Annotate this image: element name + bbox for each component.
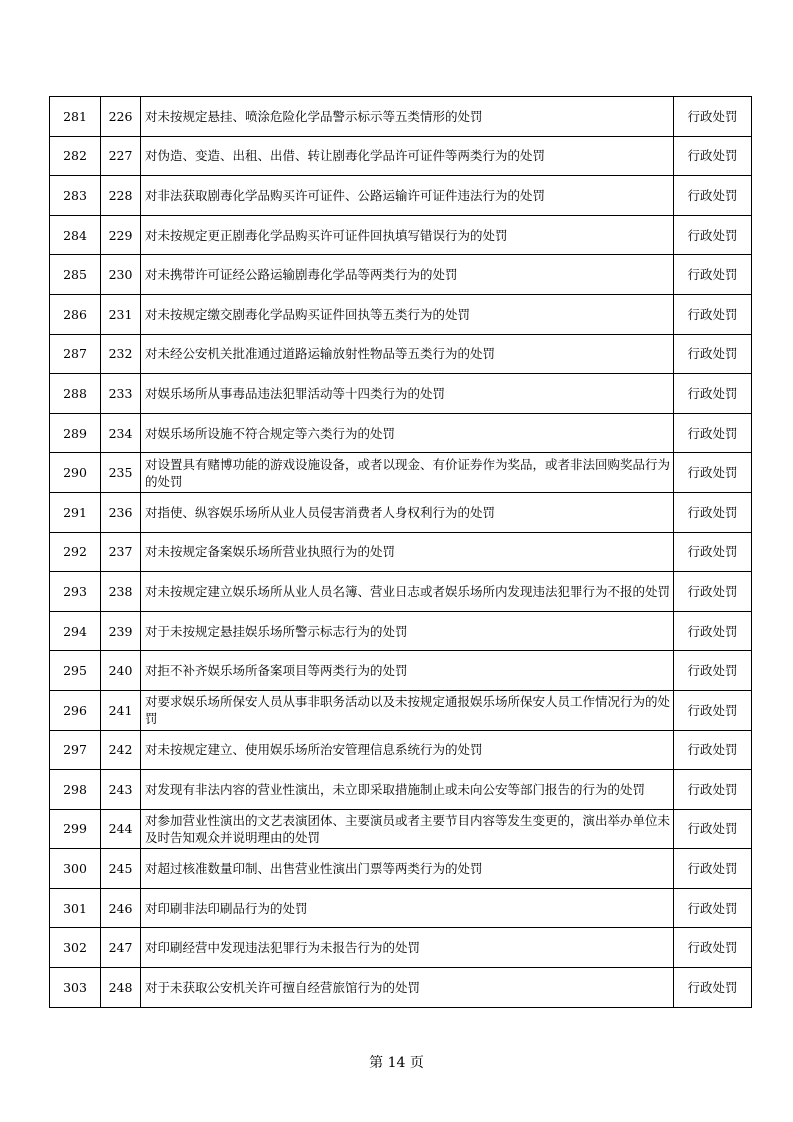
row-seq-number: 288 bbox=[50, 374, 101, 414]
row-item-type: 行政处罚 bbox=[674, 215, 752, 255]
table-row bbox=[50, 413, 752, 453]
row-item-type: 行政处罚 bbox=[674, 572, 752, 612]
row-item-type: 行政处罚 bbox=[674, 968, 752, 1008]
row-item-code: 238 bbox=[101, 572, 141, 612]
row-item-code: 235 bbox=[101, 453, 141, 493]
row-item-code: 241 bbox=[101, 690, 141, 730]
table-row bbox=[50, 809, 752, 849]
row-item-name: 对娱乐场所设施不符合规定等六类行为的处罚 bbox=[141, 413, 674, 453]
row-item-type: 行政处罚 bbox=[674, 97, 752, 137]
page-number: 第 14 页 bbox=[369, 1055, 424, 1071]
row-item-type: 行政处罚 bbox=[674, 849, 752, 889]
row-item-code: 231 bbox=[101, 294, 141, 334]
table-row bbox=[50, 136, 752, 176]
row-seq-number: 298 bbox=[50, 770, 101, 810]
row-item-name: 对拒不补齐娱乐场所备案项目等两类行为的处罚 bbox=[141, 651, 674, 691]
row-seq-number: 281 bbox=[50, 97, 101, 137]
row-item-code: 232 bbox=[101, 334, 141, 374]
row-item-code: 228 bbox=[101, 176, 141, 216]
row-item-type: 行政处罚 bbox=[674, 492, 752, 532]
row-item-name: 对要求娱乐场所保安人员从事非职务活动以及未按规定通报娱乐场所保安人员工作情况行为的处罚 bbox=[141, 690, 674, 730]
row-item-type: 行政处罚 bbox=[674, 294, 752, 334]
table-row bbox=[50, 453, 752, 493]
row-item-type: 行政处罚 bbox=[674, 888, 752, 928]
table-row bbox=[50, 532, 752, 572]
row-seq-number: 284 bbox=[50, 215, 101, 255]
row-seq-number: 303 bbox=[50, 968, 101, 1008]
row-item-code: 237 bbox=[101, 532, 141, 572]
row-item-name: 对发现有非法内容的营业性演出，未立即采取措施制止或未向公安等部门报告的行为的处罚 bbox=[141, 770, 674, 810]
row-item-name: 对设置具有赌博功能的游戏设施设备，或者以现金、有价证券作为奖品，或者非法回购奖品行为的处罚 bbox=[141, 453, 674, 493]
row-item-code: 243 bbox=[101, 770, 141, 810]
row-seq-number: 287 bbox=[50, 334, 101, 374]
table-row bbox=[50, 374, 752, 414]
row-item-name: 对未按规定更正剧毒化学品购买许可证件回执填写错误行为的处罚 bbox=[141, 215, 674, 255]
row-item-name: 对未按规定备案娱乐场所营业执照行为的处罚 bbox=[141, 532, 674, 572]
row-item-code: 230 bbox=[101, 255, 141, 295]
table-row bbox=[50, 611, 752, 651]
row-item-name: 对未按规定建立、使用娱乐场所治安管理信息系统行为的处罚 bbox=[141, 730, 674, 770]
row-item-name: 对非法获取剧毒化学品购买许可证件、公路运输许可证件违法行为的处罚 bbox=[141, 176, 674, 216]
row-item-name: 对超过核准数量印制、出售营业性演出门票等两类行为的处罚 bbox=[141, 849, 674, 889]
penalty-items-table bbox=[49, 96, 752, 1008]
row-item-type: 行政处罚 bbox=[674, 770, 752, 810]
row-item-name: 对未按规定缴交剧毒化学品购买证件回执等五类行为的处罚 bbox=[141, 294, 674, 334]
table-row bbox=[50, 294, 752, 334]
row-item-name: 对娱乐场所从事毒品违法犯罪活动等十四类行为的处罚 bbox=[141, 374, 674, 414]
row-seq-number: 295 bbox=[50, 651, 101, 691]
row-seq-number: 282 bbox=[50, 136, 101, 176]
row-seq-number: 294 bbox=[50, 611, 101, 651]
row-item-type: 行政处罚 bbox=[674, 730, 752, 770]
row-item-code: 245 bbox=[101, 849, 141, 889]
table-row bbox=[50, 334, 752, 374]
row-seq-number: 299 bbox=[50, 809, 101, 849]
row-item-type: 行政处罚 bbox=[674, 611, 752, 651]
row-seq-number: 285 bbox=[50, 255, 101, 295]
row-item-code: 239 bbox=[101, 611, 141, 651]
row-item-code: 242 bbox=[101, 730, 141, 770]
row-item-name: 对印刷非法印刷品行为的处罚 bbox=[141, 888, 674, 928]
row-item-name: 对印刷经营中发现违法犯罪行为未报告行为的处罚 bbox=[141, 928, 674, 968]
row-item-code: 227 bbox=[101, 136, 141, 176]
table-row bbox=[50, 215, 752, 255]
row-seq-number: 293 bbox=[50, 572, 101, 612]
row-seq-number: 297 bbox=[50, 730, 101, 770]
row-item-name: 对未经公安机关批准通过道路运输放射性物品等五类行为的处罚 bbox=[141, 334, 674, 374]
row-seq-number: 302 bbox=[50, 928, 101, 968]
row-seq-number: 291 bbox=[50, 492, 101, 532]
row-item-code: 244 bbox=[101, 809, 141, 849]
row-item-name: 对未按规定建立娱乐场所从业人员名簿、营业日志或者娱乐场所内发现违法犯罪行为不报的处罚 bbox=[141, 572, 674, 612]
table-row bbox=[50, 176, 752, 216]
row-item-name: 对伪造、变造、出租、出借、转让剧毒化学品许可证件等两类行为的处罚 bbox=[141, 136, 674, 176]
row-item-code: 240 bbox=[101, 651, 141, 691]
table-row bbox=[50, 255, 752, 295]
row-item-name: 对于未按规定悬挂娱乐场所警示标志行为的处罚 bbox=[141, 611, 674, 651]
row-item-type: 行政处罚 bbox=[674, 255, 752, 295]
table-row bbox=[50, 849, 752, 889]
row-item-name: 对于未获取公安机关许可擅自经营旅馆行为的处罚 bbox=[141, 968, 674, 1008]
row-seq-number: 290 bbox=[50, 453, 101, 493]
row-seq-number: 286 bbox=[50, 294, 101, 334]
row-item-type: 行政处罚 bbox=[674, 374, 752, 414]
row-item-type: 行政处罚 bbox=[674, 413, 752, 453]
row-seq-number: 296 bbox=[50, 690, 101, 730]
table-row bbox=[50, 888, 752, 928]
row-item-name: 对参加营业性演出的文艺表演团体、主要演员或者主要节目内容等发生变更的，演出举办单位未及时告知观众并说明理由的处罚 bbox=[141, 809, 674, 849]
row-seq-number: 300 bbox=[50, 849, 101, 889]
row-item-type: 行政处罚 bbox=[674, 928, 752, 968]
table-row bbox=[50, 690, 752, 730]
row-item-code: 233 bbox=[101, 374, 141, 414]
row-seq-number: 301 bbox=[50, 888, 101, 928]
row-seq-number: 292 bbox=[50, 532, 101, 572]
table-body bbox=[50, 97, 752, 1008]
table-row bbox=[50, 97, 752, 137]
row-seq-number: 289 bbox=[50, 413, 101, 453]
row-item-name: 对未携带许可证经公路运输剧毒化学品等两类行为的处罚 bbox=[141, 255, 674, 295]
row-seq-number: 283 bbox=[50, 176, 101, 216]
row-item-type: 行政处罚 bbox=[674, 176, 752, 216]
table-row bbox=[50, 968, 752, 1008]
table-row bbox=[50, 928, 752, 968]
table-row bbox=[50, 651, 752, 691]
table-row bbox=[50, 572, 752, 612]
row-item-code: 248 bbox=[101, 968, 141, 1008]
row-item-name: 对未按规定悬挂、喷涂危险化学品警示标示等五类情形的处罚 bbox=[141, 97, 674, 137]
table-row bbox=[50, 770, 752, 810]
row-item-code: 246 bbox=[101, 888, 141, 928]
row-item-type: 行政处罚 bbox=[674, 690, 752, 730]
row-item-code: 234 bbox=[101, 413, 141, 453]
row-item-code: 236 bbox=[101, 492, 141, 532]
table-row bbox=[50, 730, 752, 770]
row-item-code: 226 bbox=[101, 97, 141, 137]
row-item-type: 行政处罚 bbox=[674, 334, 752, 374]
row-item-type: 行政处罚 bbox=[674, 809, 752, 849]
row-item-type: 行政处罚 bbox=[674, 453, 752, 493]
row-item-type: 行政处罚 bbox=[674, 532, 752, 572]
row-item-type: 行政处罚 bbox=[674, 136, 752, 176]
row-item-type: 行政处罚 bbox=[674, 651, 752, 691]
row-item-code: 229 bbox=[101, 215, 141, 255]
row-item-name: 对指使、纵容娱乐场所从业人员侵害消费者人身权利行为的处罚 bbox=[141, 492, 674, 532]
table-row bbox=[50, 492, 752, 532]
row-item-code: 247 bbox=[101, 928, 141, 968]
